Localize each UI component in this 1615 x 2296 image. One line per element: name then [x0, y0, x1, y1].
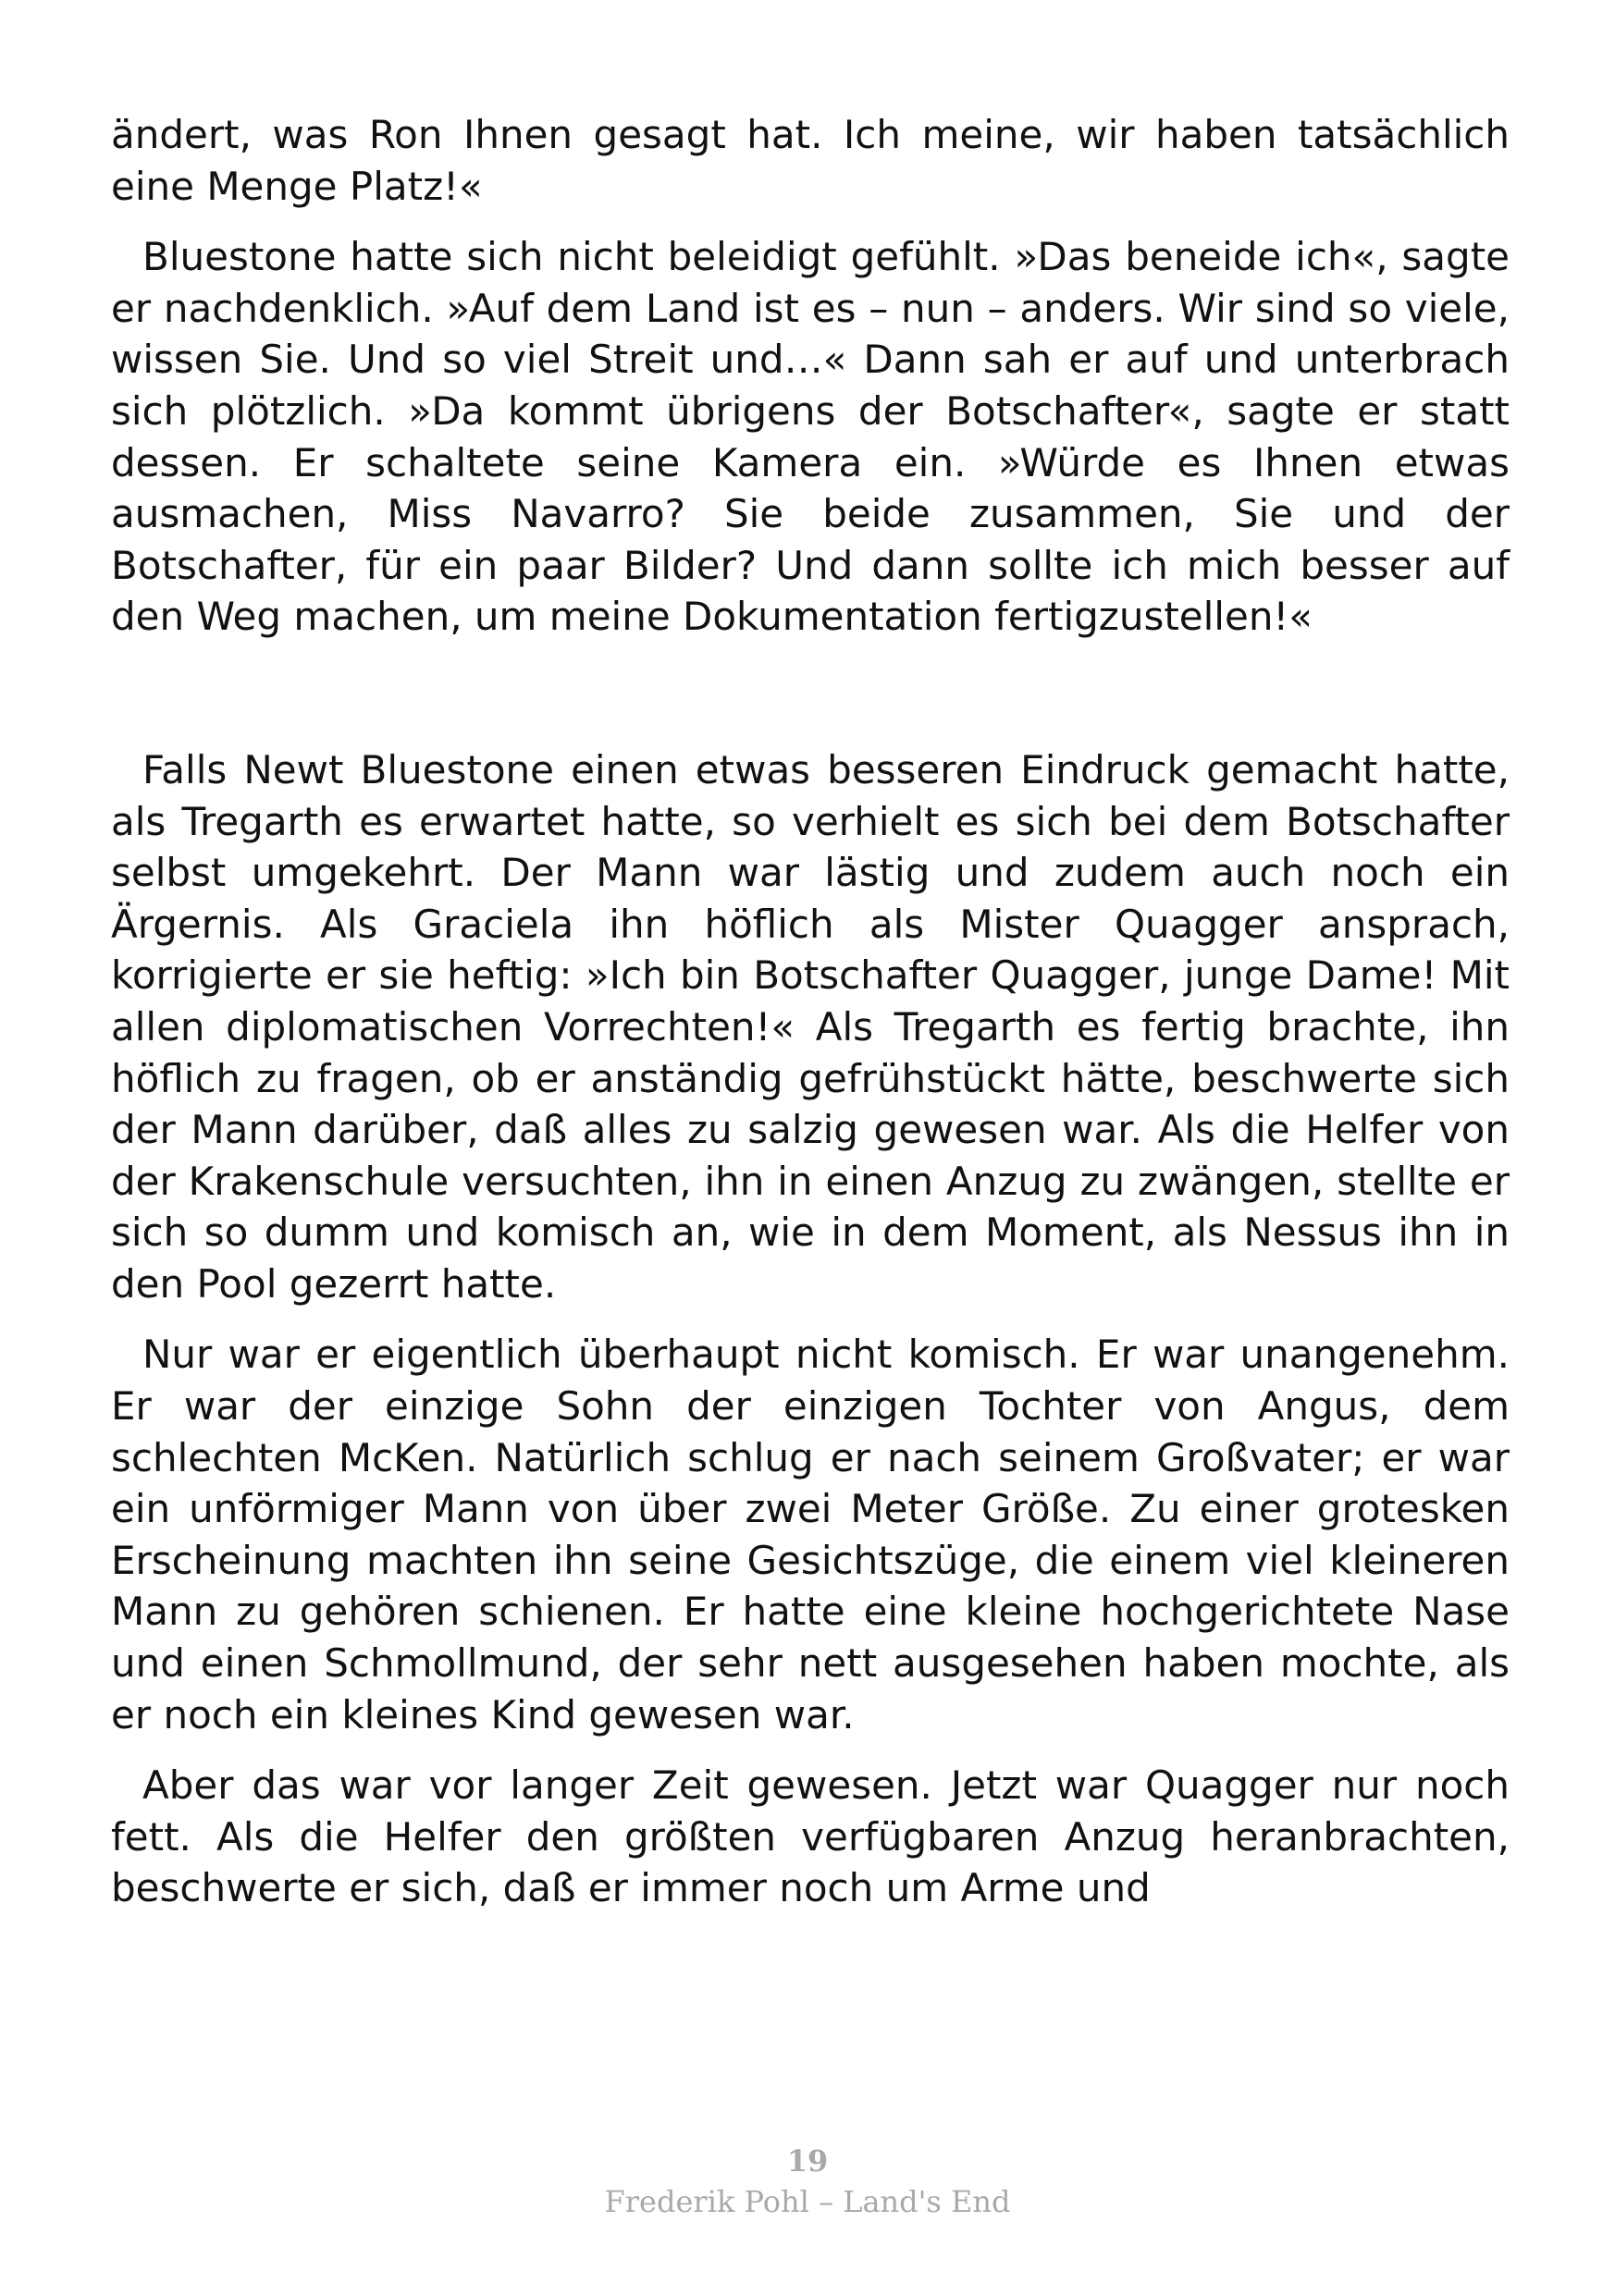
page-body — [111, 109, 1510, 1914]
page-number: 19 — [786, 2143, 829, 2179]
paragraph-bluestone: Bluestone hatte sich nicht beleidigt gefühlt. »Das beneide ich«, sagte er nachdenklich. »Auf dem Land ist es – nun – anders. Wir sind so viele, wissen Sie. Und so viel Streit und…« Dann sah er auf und unterbrach sich plötzlich. »Da kommt übrigens der Botschafter«, sagte er statt dessen. Er schaltete seine Kamera ein. »Würde es Ihnen etwas ausmachen, Miss Navarro? Sie beide zusammen, Sie und der Botschafter, für ein paar Bilder? Und dann sollte ich mich besser auf den Weg machen, um meine Dokumentation fertigzustellen!« — [111, 234, 1510, 640]
paragraph-quagger-description: Nur war er eigentlich überhaupt nicht komisch. Er war unangenehm. Er war der einzige Sohn der einzigen Tochter von Angus, dem schlechten McKen. Natürlich schlug er nach seinem Großvater; er war ein unförmiger Mann von über zwei Meter Größe. Zu einer grotesken Erscheinung machten ihn seine Gesichtszüge, die einem viel kleineren Mann zu gehören schienen. Er hatte eine kleine hochgerichtete Nase und einen Schmollmund, der sehr nett ausgesehen haben mochte, als er noch ein kleines Kind gewesen war. — [111, 1332, 1510, 1737]
book-credit: Frederik Pohl – Land's End — [604, 2184, 1011, 2219]
paragraph-quagger-suit: Aber das war vor langer Zeit gewesen. Jetzt war Quagger nur noch fett. Als die Helfer den größten verfügbaren Anzug heranbrachten, beschwerte er sich, daß er immer noch um Arme und — [111, 1762, 1510, 1911]
paragraph-ambassador: Falls Newt Bluestone einen etwas besseren Eindruck gemacht hatte, als Tregarth es erwartet hatte, so verhielt es sich bei dem Botschafter selbst umgekehrt. Der Mann war lästig und zudem auch noch ein Ärgernis. Als Graciela ihn höflich als Mister Quagger ansprach, korrigierte er sie heftig: »Ich bin Botschafter Quagger, junge Dame! Mit allen diplomatischen Vorrechten!« Als Tregarth es fertig brachte, ihn höflich zu fragen, ob er anständig gefrühstückt hätte, beschwerte sich der Mann darüber, daß alles zu salzig gewesen war. Als die Helfer von der Krakenschule versuchten, ihn in einen Anzug zu zwängen, stellte er sich so dumm und komisch an, wie in dem Moment, als Nessus ihn in den Pool gezerrt hatte. — [111, 746, 1510, 1307]
paragraph-continuation: ändert, was Ron Ihnen gesagt hat. Ich meine, wir haben tatsächlich eine Menge Platz!« — [111, 112, 1510, 209]
